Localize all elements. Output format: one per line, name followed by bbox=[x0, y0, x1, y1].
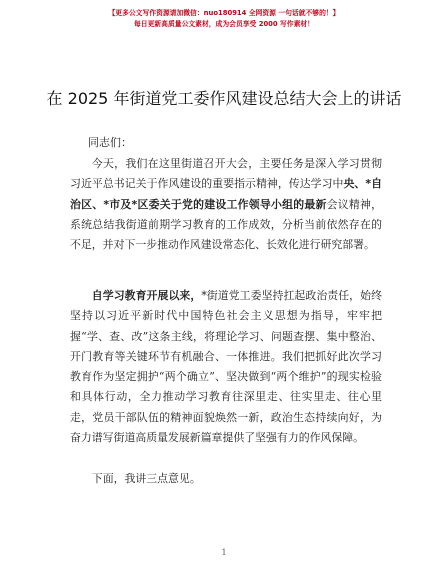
paragraph-1-text-b: 会议精神，系统总结我街道前期学习教育的工作成效，分析当前依然存在的不足，并对下一步推动作风建设常态化、长效化进行研究部署。 bbox=[70, 197, 382, 252]
document-title: 在 2025 年街道党工委作风建设总结大会上的讲话 bbox=[46, 89, 402, 108]
page-number: 1 bbox=[221, 548, 227, 557]
paragraph-2-bold: 自学习教育开展以来， bbox=[91, 289, 202, 302]
paragraph-2-text: *街道党工委坚持扛起政治责任，始终坚持以习近平新时代中国特色社会主义思想为指导，牢牢把握“学、查、改”这条主线，将理论学习、问题查摆、集中整治、开门教育等关键环节有机融合、一体推进。我们把抓好此次学习教育作为坚定拥护“两个确立”、坚决做到“两个维护”的现实检验和具体行动，全力推动学习教育往深里走、往实里走、往心里走，党员干部队伍的精神面貌焕然一新，政治生态持续向好，为奋力谱写街道高质量发展新篇章提供了坚强有力的作风保障。 bbox=[70, 289, 382, 445]
paragraph-1-bold: 央、*自治区、*市及*区委关于党的建设工作领导小组的最新 bbox=[70, 177, 382, 211]
salutation: 同志们： bbox=[88, 136, 132, 149]
paragraph-2 bbox=[70, 286, 382, 448]
paragraph-3: 下面，我讲三点意见。 bbox=[91, 472, 201, 485]
paragraph-1 bbox=[70, 154, 382, 255]
promo-banner-line-1: 【更多公文写作资源请加微信：nuo180914 全网资源 一句话就不够的！】 bbox=[108, 9, 340, 17]
promo-banner-line-2: 每日更新高质量公文素材，成为会员享受 2000 写作素材！ bbox=[134, 20, 314, 28]
paragraph-1-text-a: 今天，我们在这里街道召开大会，主要任务是深入学习贯彻习近平总书记关于作风建设的重要指示精神，传达学习中 bbox=[70, 157, 382, 191]
promo-banner bbox=[0, 8, 448, 30]
